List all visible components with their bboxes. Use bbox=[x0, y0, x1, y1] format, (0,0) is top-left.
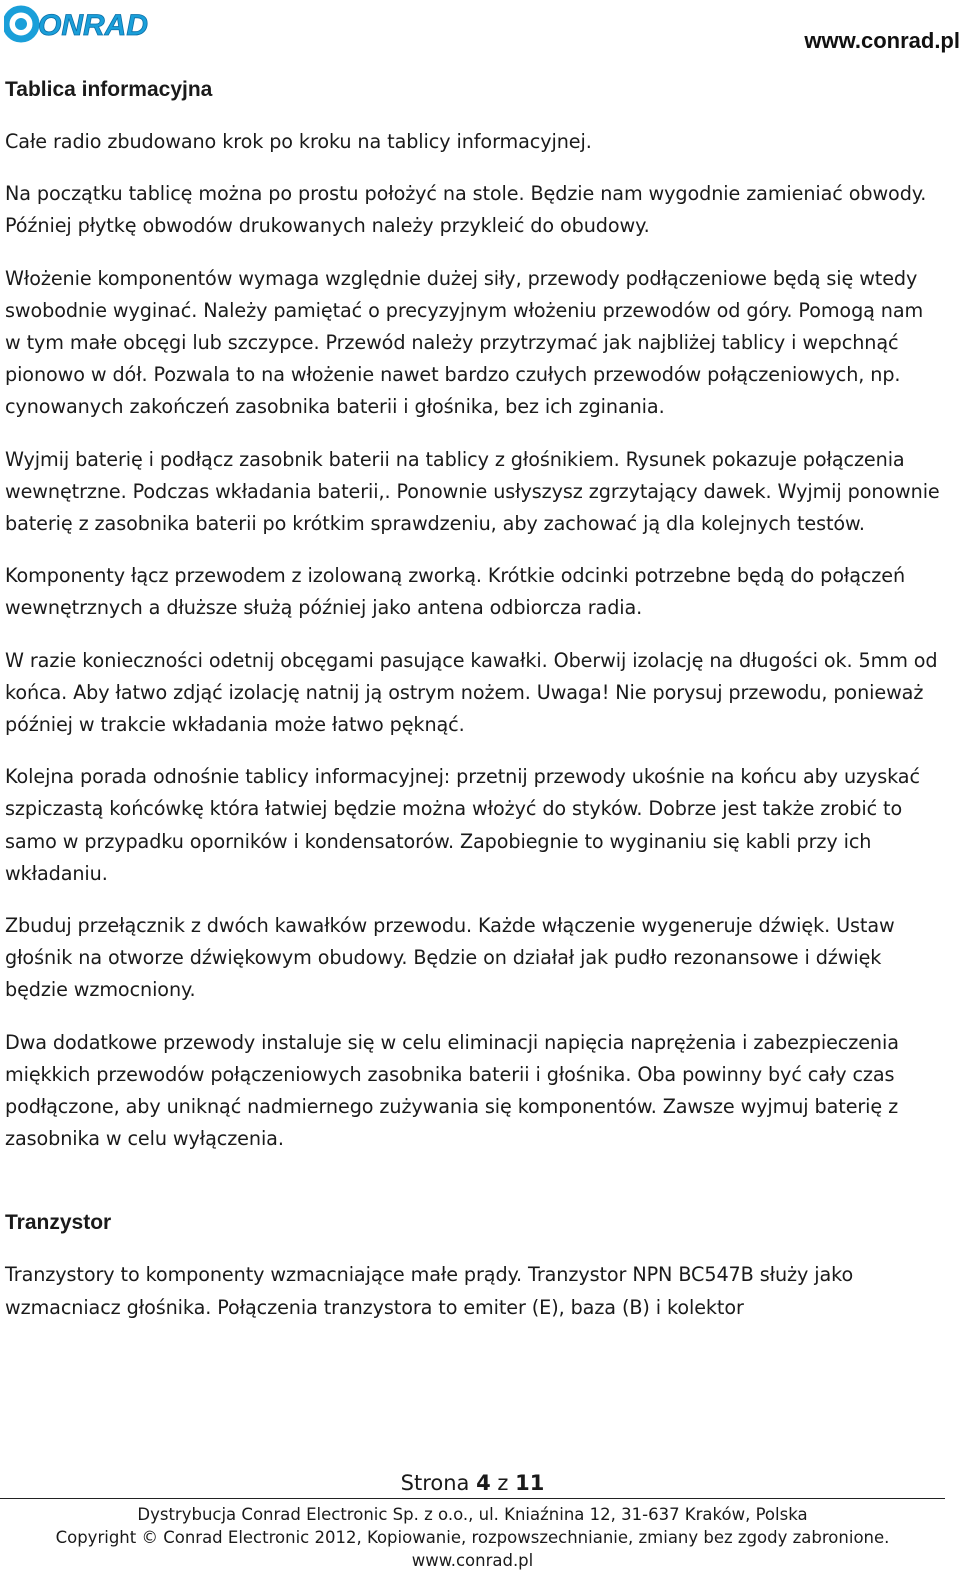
page-number: Strona 4 z 11 bbox=[400, 1471, 545, 1495]
page-current: 4 bbox=[476, 1471, 491, 1495]
page-total: 11 bbox=[515, 1471, 545, 1495]
page-footer bbox=[0, 1470, 945, 1572]
svg-text:ONRAD: ONRAD bbox=[38, 9, 148, 42]
paragraph: Na początku tablicę można po prostu położyć na stole. Będzie nam wygodnie zamieniać obwody. Później płytkę obwodów drukowanych należy przykleić do obudowy. bbox=[5, 182, 927, 238]
paragraph: Włożenie komponentów wymaga względnie dużej siły, przewody podłączeniowe będą się wtedy swobodnie wyginać. Należy pamiętać o precyzyjnym włożeniu przewodów od góry. Pomogą nam w tym małe obcęgi lub szczypce. Przewód należy przytrzymać jak najbliżej tablicy i wepchnąć pionowo w dół. Pozwala to na włożenie nawet bardzo czułych przewodów połączeniowych, np. cynowanych zakończeń zasobnika baterii i głośnika, bez ich zginania. bbox=[5, 266, 924, 419]
footer-url: www.conrad.pl bbox=[411, 1551, 534, 1570]
paragraph: Wyjmij baterię i podłącz zasobnik baterii na tablicy z głośnikiem. Rysunek pokazuje połączenia wewnętrzne. Podczas wkładania baterii,. Ponownie usłyszysz zgrzytający dawek. Wyjmij ponownie baterię z zasobnika baterii po krótkim sprawdzeniu, aby zachować ją dla kolejnych testów. bbox=[5, 447, 940, 536]
section-heading-tranzystor: Tranzystor bbox=[5, 1211, 112, 1235]
paragraph: Dwa dodatkowe przewody instaluje się w celu eliminacji napięcia naprężenia i zabezpieczenia miękkich przewodów połączeniowych zasobnika baterii i głośnika. Oba powinny być cały czas podłączone, aby uniknąć nadmiernego zużywania się komponentów. Zawsze wyjmuj baterię z zasobnika w celu wyłączenia. bbox=[5, 1030, 899, 1151]
paragraph: Tranzystory to komponenty wzmacniające małe prądy. Tranzystor NPN BC547B służy jako wzmacniacz głośnika. Połączenia tranzystora to emiter (E), baza (B) i kolektor bbox=[5, 1263, 854, 1319]
paragraph: W razie konieczności odetnij obcęgami pasujące kawałki. Oberwij izolację na długości ok. 5mm od końca. Aby łatwo zdjąć izolację natnij ją ostrym nożem. Uwaga! Nie porysuj przewodu, ponieważ później w trakcie wkładania może łatwo pęknąć. bbox=[5, 648, 938, 737]
site-url: www.conrad.pl bbox=[804, 28, 960, 53]
document-body bbox=[5, 74, 940, 1324]
section-heading-tablica: Tablica informacyjna bbox=[5, 78, 213, 101]
paragraph: Komponenty łącz przewodem z izolowaną zworką. Krótkie odcinki potrzebne będą do połączeń wewnętrznych a dłuższe służą później jako antena odbiorcza radia. bbox=[5, 564, 906, 620]
conrad-logo bbox=[4, 4, 154, 44]
footer-distribution: Dystrybucja Conrad Electronic Sp. z o.o., ul. Kniaźnina 12, 31-637 Kraków, Polska bbox=[137, 1505, 808, 1524]
paragraph: Zbuduj przełącznik z dwóch kawałków przewodu. Każde włączenie wygeneruje dźwięk. Ustaw głośnik na otworze dźwiękowym obudowy. Będzie on działał jak pudło rezonansowe i dźwięk będzie wzmocniony. bbox=[5, 914, 895, 1002]
paragraph: Całe radio zbudowano krok po kroku na tablicy informacyjnej. bbox=[5, 130, 592, 153]
footer-copyright: Copyright © Conrad Electronic 2012, Kopiowanie, rozpowszechnianie, zmiany bez zgody zabronione. bbox=[55, 1528, 890, 1547]
paragraph: Kolejna porada odnośnie tablicy informacyjnej: przetnij przewody ukośnie na końcu aby uzyskać szpiczastą końcówkę która łatwiej będzie można włożyć do styków. Dobrze jest także zrobić to samo w przypadku oporników i kondensatorów. Zapobiegnie to wyginaniu się kabli przy ich wkładaniu. bbox=[5, 765, 920, 885]
footer-divider bbox=[0, 1498, 945, 1499]
